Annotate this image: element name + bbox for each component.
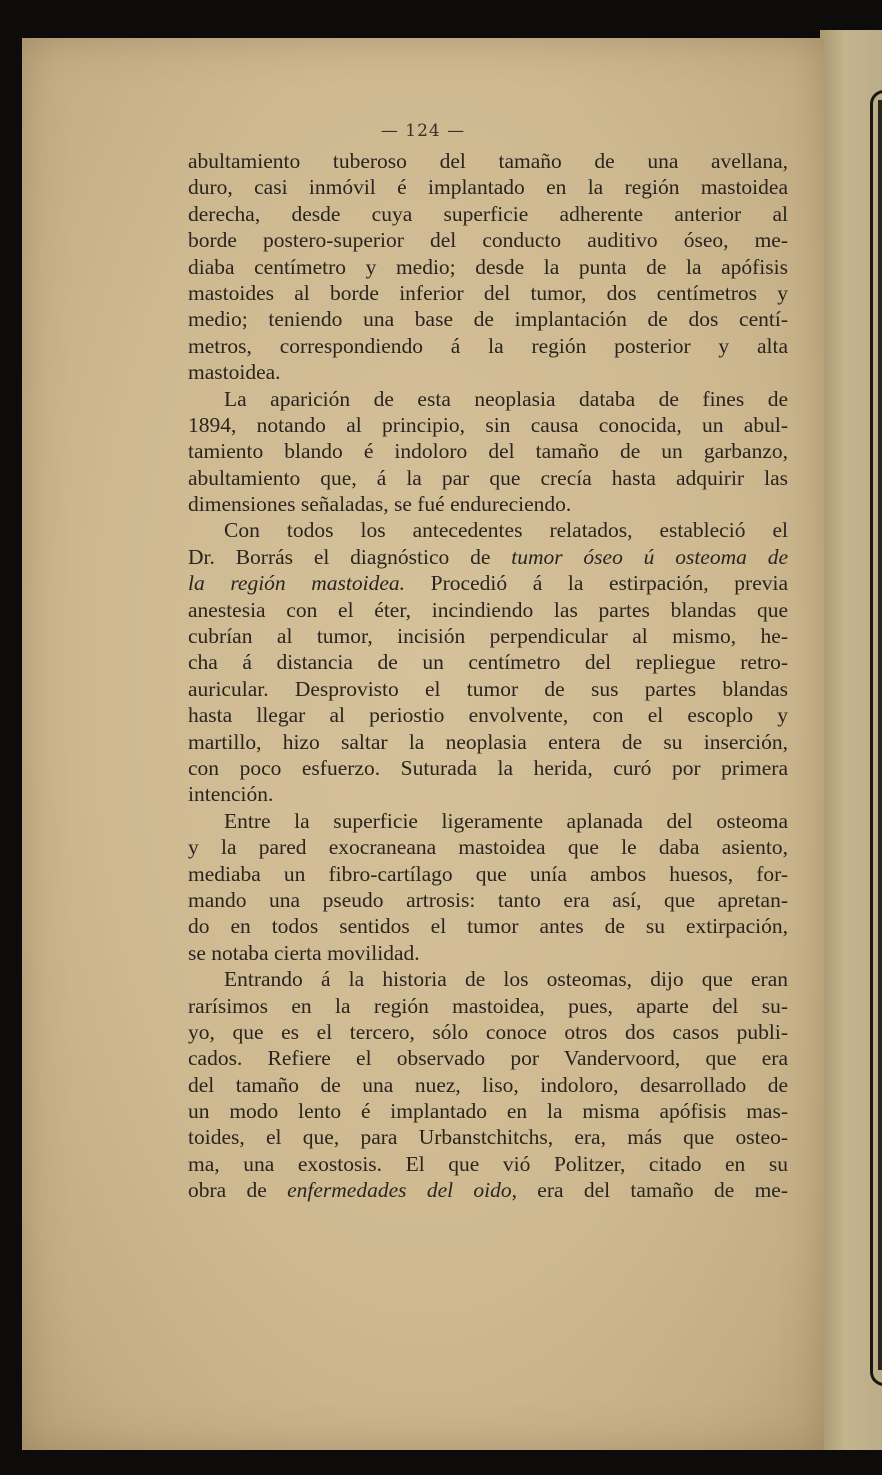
line-text: con poco esfuerzo. Suturada la herida, curó por primera: [188, 755, 788, 780]
line-text: Con todos los antecedentes relatados, estableció el: [224, 518, 788, 543]
text-line: [188, 438, 788, 464]
line-text: metros, correspondiendo á la región posterior y alta: [188, 333, 788, 358]
line-text: hasta llegar al periostio envolvente, con el escoplo y: [188, 703, 788, 728]
line-text: ma, una exostosis. El que vió Politzer, citado en su: [188, 1151, 788, 1176]
line-text: cados. Refiere el observado por Vandervoord, que era: [188, 1046, 788, 1071]
text-line: [188, 676, 788, 702]
line-text: y la pared exocraneana mastoidea que le daba asiento,: [188, 835, 788, 860]
line-text: 1894, notando al principio, sin causa conocida, un abul-: [188, 412, 788, 437]
line-text: mando una pseudo artrosis: tanto era así, que apretan-: [188, 887, 788, 912]
text-line: [188, 227, 788, 253]
line-text: Entrando á la historia de los osteomas, dijo que eran: [224, 967, 788, 992]
page-number: — 124 —: [380, 121, 466, 141]
line-text: martillo, hizo saltar la neoplasia entera de su inserción,: [188, 729, 788, 754]
line-text: abultamiento tuberoso del tamaño de una avellana,: [188, 149, 788, 173]
line-text: rarísimos en la región mastoidea, pues, aparte del su-: [188, 993, 788, 1018]
text-line: [188, 993, 788, 1019]
line-text: dimensiones señaladas, se fué endureciendo.: [188, 492, 572, 517]
text-line: [188, 1045, 788, 1071]
line-text: intención.: [188, 782, 274, 807]
line-text: derecha, desde cuya superficie adherente anterior al: [188, 201, 788, 226]
text-line: [188, 412, 788, 438]
text-line: [188, 808, 788, 834]
text-line: [188, 834, 788, 860]
text-line: [188, 781, 788, 807]
text-line: [188, 359, 788, 385]
text-line: [188, 544, 788, 570]
text-line: [188, 1124, 788, 1150]
text-line: [188, 729, 788, 755]
text-line: [188, 940, 788, 966]
italic-text: tumor óseo ú osteoma de: [511, 544, 788, 569]
line-text: mastoidea.: [188, 360, 281, 385]
line-text: Dr. Borrás el diagnóstico de: [188, 544, 512, 569]
line-text: anestesia con el éter, incindiendo las partes blandas que: [188, 597, 788, 622]
text-line: [188, 623, 788, 649]
line-text: cubrían al tumor, incisión perpendicular al mismo, he-: [188, 624, 788, 649]
text-line: [188, 1019, 788, 1045]
text-line: [188, 174, 788, 200]
line-text: cha á distancia de un centímetro del repliegue retro-: [188, 650, 788, 675]
text-line: [188, 1072, 788, 1098]
line-text: duro, casi inmóvil é implantado en la región mastoidea: [188, 175, 788, 200]
text-line: [188, 913, 788, 939]
text-line: [188, 148, 788, 174]
line-text: borde postero-superior del conducto auditivo óseo, me-: [188, 228, 788, 253]
text-line: [188, 649, 788, 675]
text-line: [188, 597, 788, 623]
text-line: [188, 306, 788, 332]
text-line: [188, 702, 788, 728]
line-text: obra de: [188, 1178, 288, 1203]
text-line: [188, 386, 788, 412]
line-text: era del tamaño de me-: [516, 1178, 788, 1203]
line-text: tamiento blando é indoloro del tamaño de un garbanzo,: [188, 439, 788, 464]
text-line: [188, 333, 788, 359]
adjacent-page-rule: [878, 100, 882, 1370]
line-text: Procedió á la estirpación, previa: [405, 571, 788, 596]
line-text: mastoides al borde inferior del tumor, dos centímetros y: [188, 280, 788, 305]
text-line: [188, 517, 788, 543]
line-text: yo, que es el tercero, sólo conoce otros dos casos publi-: [188, 1019, 788, 1044]
text-line: [188, 1151, 788, 1177]
text-line: [188, 465, 788, 491]
text-line: [188, 966, 788, 992]
adjacent-page-edge: [820, 30, 882, 1450]
line-text: do en todos sentidos el tumor antes de su extirpación,: [188, 914, 788, 939]
line-text: del tamaño de una nuez, liso, indoloro, desarrollado de: [188, 1072, 788, 1097]
text-line: [188, 254, 788, 280]
line-text: medio; teniendo una base de implantación de dos centí-: [188, 307, 788, 332]
italic-text: la región mastoidea.: [188, 571, 406, 596]
text-line: [188, 280, 788, 306]
text-line: [188, 1177, 788, 1203]
line-text: un modo lento é implantado en la misma apófisis mas-: [188, 1099, 788, 1124]
text-line: [188, 491, 788, 517]
line-text: toides, el que, para Urbanstchitchs, era, más que osteo-: [188, 1125, 788, 1150]
text-line: [188, 861, 788, 887]
text-line: [188, 755, 788, 781]
text-line: [188, 887, 788, 913]
line-text: La aparición de esta neoplasia databa de fines de: [224, 386, 788, 411]
line-text: mediaba un fibro-cartílago que unía ambos huesos, for-: [188, 861, 788, 886]
body-text: [188, 148, 788, 1204]
line-text: diaba centímetro y medio; desde la punta de la apófisis: [188, 254, 788, 279]
text-line: [188, 201, 788, 227]
line-text: auricular. Desprovisto el tumor de sus partes blandas: [188, 676, 788, 701]
text-line: [188, 570, 788, 596]
line-text: se notaba cierta movilidad.: [188, 940, 420, 965]
line-text: abultamiento que, á la par que crecía hasta adquirir las: [188, 465, 788, 490]
book-page: [22, 38, 824, 1450]
italic-text: enfermedades del oido,: [287, 1178, 517, 1203]
line-text: Entre la superficie ligeramente aplanada del osteoma: [224, 808, 788, 833]
text-line: [188, 1098, 788, 1124]
